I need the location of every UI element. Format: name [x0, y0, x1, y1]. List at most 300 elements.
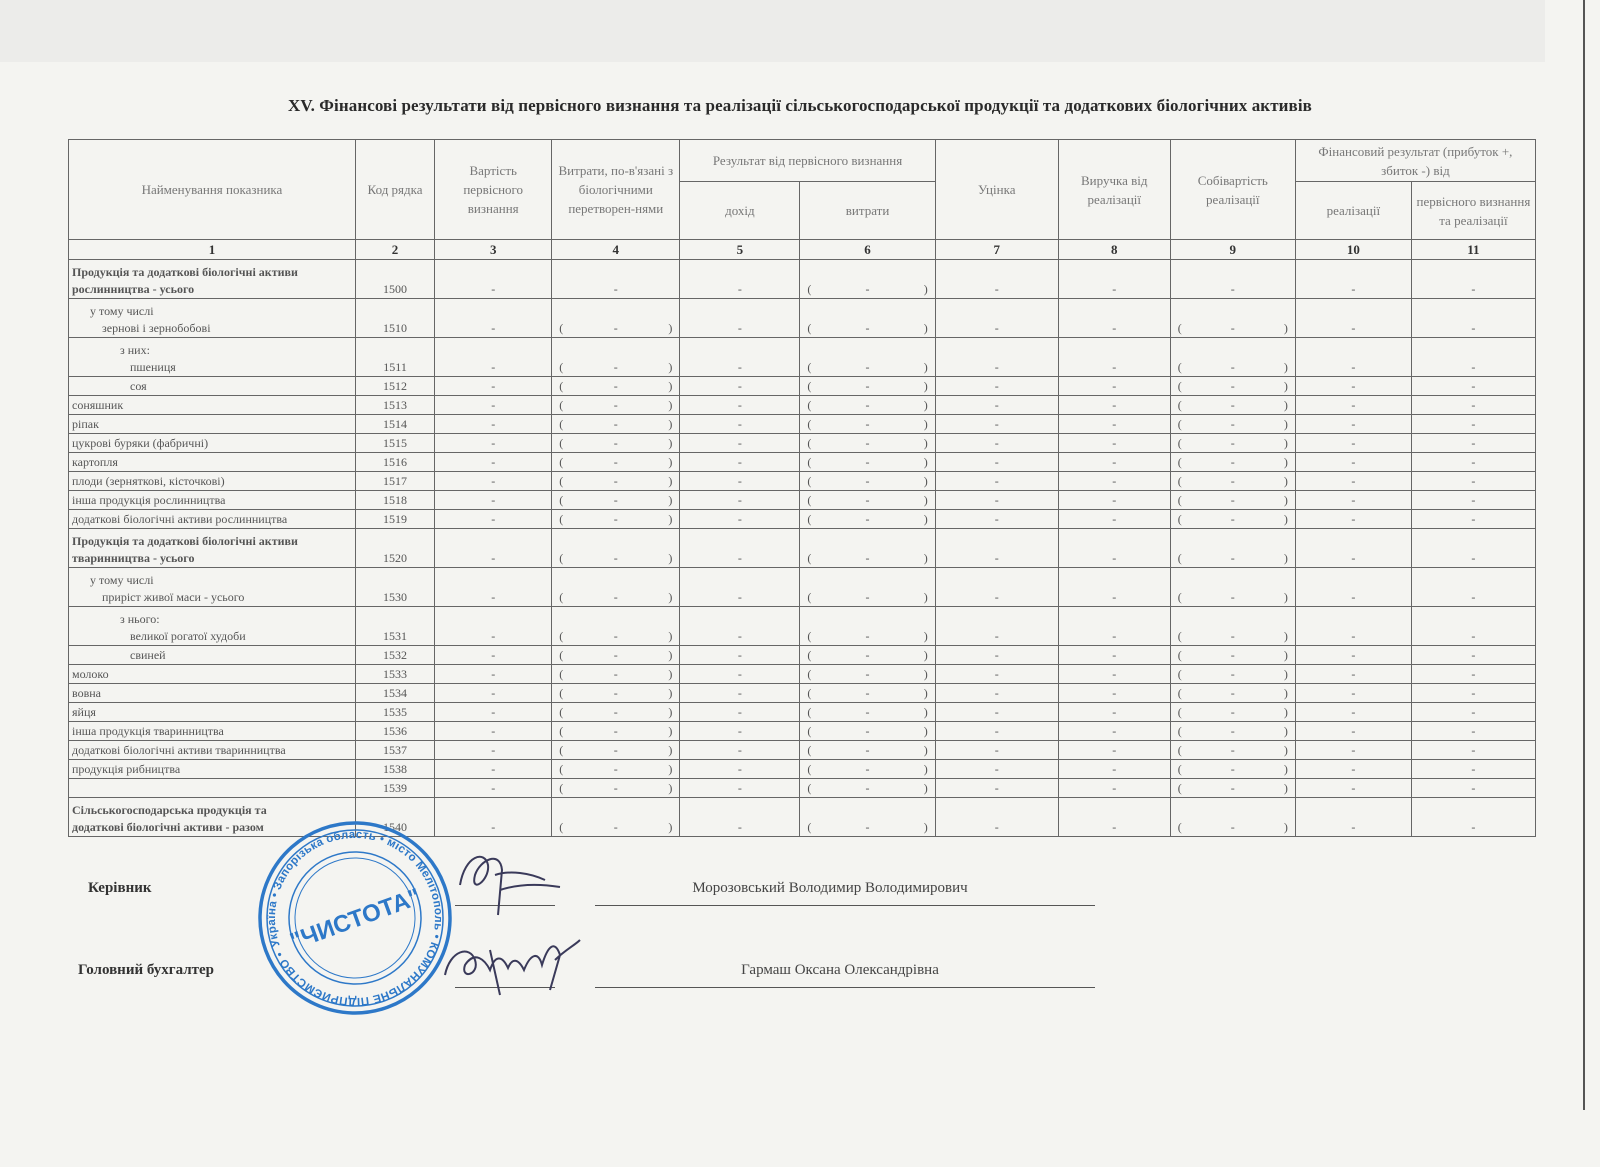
value-cell: - — [435, 434, 552, 453]
table-row — [69, 665, 1536, 684]
header-initial-cost: Вартість первісного визнання — [435, 140, 552, 240]
table-row — [69, 684, 1536, 703]
row-label-line: з нього: — [120, 612, 160, 626]
row-label-line: додаткові біологічні активи - разом — [72, 820, 264, 834]
value-dash: - — [613, 379, 618, 393]
row-label-line: яйця — [72, 705, 96, 719]
bracket: ( — [1177, 686, 1182, 700]
bracket: ( — [807, 321, 812, 335]
value-cell: - — [935, 529, 1058, 568]
bracket: ) — [668, 321, 673, 335]
stamp-ring-text: Україна • Запорізька область • місто Мелітополь • КОМУНАЛЬНЕ ПІДПРИЄМСТВО • — [265, 828, 445, 1008]
bracket: ) — [923, 379, 928, 393]
value-cell: - — [1295, 760, 1411, 779]
value-cell: - — [935, 741, 1058, 760]
value-cell: - — [1058, 434, 1170, 453]
bracketed-value-cell — [800, 684, 935, 703]
value-cell: - — [1058, 665, 1170, 684]
row-label — [69, 779, 356, 798]
bracket: ( — [1177, 781, 1182, 795]
value-cell: - — [680, 760, 800, 779]
bracket: ) — [923, 551, 928, 565]
bracket: ) — [668, 436, 673, 450]
value-dash: - — [865, 686, 870, 700]
row-label-line: молоко — [72, 667, 109, 681]
bracket: ( — [807, 724, 812, 738]
bracketed-value-cell — [800, 779, 935, 798]
value-cell: - — [680, 607, 800, 646]
bracketed-value-cell — [552, 338, 680, 377]
header-code: Код рядка — [355, 140, 434, 240]
bracketed-value-cell — [552, 779, 680, 798]
bracket: ( — [807, 551, 812, 565]
row-label-line: великої рогатої худоби — [130, 629, 246, 643]
bracketed-value-cell — [552, 798, 680, 837]
row-label-line: продукція рибництва — [72, 762, 181, 776]
value-dash: - — [865, 493, 870, 507]
bracket: ) — [668, 455, 673, 469]
table-row — [69, 453, 1536, 472]
value-dash: - — [865, 629, 870, 643]
value-cell: - — [1058, 760, 1170, 779]
row-label-line: зернові і зернобобові — [102, 321, 211, 335]
bracketed-value-cell — [800, 260, 935, 299]
bracket: ) — [923, 667, 928, 681]
value-cell: - — [1295, 568, 1411, 607]
value-dash: - — [1230, 379, 1235, 393]
value-dash: - — [865, 474, 870, 488]
value-dash: - — [865, 551, 870, 565]
value-cell: - — [935, 665, 1058, 684]
value-dash: - — [613, 321, 618, 335]
table-row — [69, 741, 1536, 760]
value-cell: - — [435, 338, 552, 377]
value-cell: - — [1411, 646, 1535, 665]
bracket: ) — [668, 724, 673, 738]
table-row — [69, 260, 1536, 299]
value-cell: - — [435, 377, 552, 396]
row-label-line: Продукція та додаткові біологічні активи — [72, 265, 298, 279]
value-cell: - — [680, 779, 800, 798]
head-name-line — [595, 905, 1095, 906]
row-label — [69, 607, 356, 646]
header-revenue: Виручка від реалізації — [1058, 140, 1170, 240]
bracket: ) — [1283, 820, 1288, 834]
bracket: ( — [807, 474, 812, 488]
bracket: ) — [1283, 762, 1288, 776]
bracket: ) — [1283, 455, 1288, 469]
value-cell: - — [1058, 798, 1170, 837]
row-label — [69, 415, 356, 434]
bracketed-value-cell — [800, 491, 935, 510]
bracket: ( — [559, 512, 564, 526]
value-cell: - — [935, 491, 1058, 510]
bracket: ( — [807, 705, 812, 719]
value-dash: - — [613, 474, 618, 488]
bracketed-value-cell — [552, 510, 680, 529]
bracket: ( — [807, 360, 812, 374]
bracket: ) — [668, 590, 673, 604]
bracket: ) — [1283, 724, 1288, 738]
bracketed-value-cell — [800, 741, 935, 760]
value-dash: - — [1230, 743, 1235, 757]
bracket: ) — [668, 629, 673, 643]
bracketed-value-cell — [800, 396, 935, 415]
bracketed-value-cell — [800, 798, 935, 837]
row-code: 1536 — [355, 722, 434, 741]
row-code: 1513 — [355, 396, 434, 415]
table-row — [69, 491, 1536, 510]
bracket: ( — [807, 743, 812, 757]
row-label — [69, 299, 356, 338]
value-dash: - — [865, 648, 870, 662]
row-label — [69, 665, 356, 684]
value-cell: - — [680, 472, 800, 491]
bracket: ( — [807, 282, 812, 296]
value-dash: - — [613, 743, 618, 757]
bracketed-value-cell — [800, 510, 935, 529]
bracket: ( — [559, 705, 564, 719]
bracket: ) — [668, 512, 673, 526]
value-cell: - — [1295, 338, 1411, 377]
table-row — [69, 529, 1536, 568]
bracket: ( — [807, 629, 812, 643]
table-row — [69, 415, 1536, 434]
row-label-line: Сільськогосподарська продукція та — [72, 803, 267, 817]
bracketed-value-cell — [1170, 510, 1295, 529]
bracket: ) — [923, 360, 928, 374]
value-cell: - — [1295, 529, 1411, 568]
value-cell: - — [1411, 377, 1535, 396]
value-cell: - — [1295, 646, 1411, 665]
bracket: ( — [1177, 360, 1182, 374]
bracket: ) — [1283, 321, 1288, 335]
value-dash: - — [613, 398, 618, 412]
value-dash: - — [1230, 455, 1235, 469]
bracket: ( — [559, 724, 564, 738]
bracket: ( — [559, 360, 564, 374]
bracketed-value-cell — [1170, 434, 1295, 453]
row-label-line: Продукція та додаткові біологічні активи — [72, 534, 298, 548]
value-cell: - — [1058, 684, 1170, 703]
value-cell: - — [935, 299, 1058, 338]
bracket: ) — [923, 493, 928, 507]
bracket: ( — [559, 762, 564, 776]
bracket: ) — [923, 762, 928, 776]
row-label — [69, 510, 356, 529]
bracketed-value-cell — [800, 722, 935, 741]
bracket: ( — [1177, 629, 1182, 643]
row-label — [69, 568, 356, 607]
value-dash: - — [613, 360, 618, 374]
value-cell: - — [1058, 722, 1170, 741]
bracket: ( — [1177, 398, 1182, 412]
value-dash: - — [1230, 629, 1235, 643]
value-dash: - — [865, 705, 870, 719]
value-dash: - — [613, 436, 618, 450]
bracketed-value-cell — [552, 760, 680, 779]
bracketed-value-cell — [800, 453, 935, 472]
bracket: ( — [1177, 743, 1182, 757]
value-dash: - — [865, 667, 870, 681]
row-code: 1517 — [355, 472, 434, 491]
value-cell: - — [1058, 415, 1170, 434]
header-financial-result: Фінансовий результат (прибуток +, збиток -) від — [1295, 140, 1535, 182]
value-cell: - — [935, 568, 1058, 607]
bracketed-value-cell — [552, 491, 680, 510]
row-label-line: приріст живої маси - усього — [102, 590, 245, 604]
row-label — [69, 377, 356, 396]
value-dash: - — [613, 455, 618, 469]
value-cell: - — [680, 338, 800, 377]
bracket: ( — [1177, 493, 1182, 507]
column-number: 10 — [1295, 240, 1411, 260]
bracket: ) — [1283, 667, 1288, 681]
value-cell: - — [935, 722, 1058, 741]
bracket: ) — [1283, 474, 1288, 488]
value-cell: - — [435, 703, 552, 722]
bracket: ) — [668, 686, 673, 700]
value-dash: - — [1230, 820, 1235, 834]
table-row — [69, 568, 1536, 607]
value-cell: - — [1058, 338, 1170, 377]
column-number: 2 — [355, 240, 434, 260]
bracket: ( — [559, 743, 564, 757]
header-sale: реалізації — [1295, 182, 1411, 240]
bracket: ) — [668, 360, 673, 374]
bracket: ( — [807, 667, 812, 681]
value-cell: - — [1295, 377, 1411, 396]
value-cell: - — [435, 779, 552, 798]
row-label-line: з них: — [120, 343, 150, 357]
value-cell: - — [1295, 260, 1411, 299]
row-label — [69, 684, 356, 703]
row-label-line: ріпак — [72, 417, 99, 431]
table-row — [69, 646, 1536, 665]
bracketed-value-cell — [552, 377, 680, 396]
value-cell: - — [1295, 665, 1411, 684]
value-cell: - — [680, 665, 800, 684]
bracket: ) — [1283, 512, 1288, 526]
value-cell: - — [435, 684, 552, 703]
bracket: ( — [1177, 436, 1182, 450]
bracketed-value-cell — [800, 665, 935, 684]
value-dash: - — [613, 762, 618, 776]
row-code: 1512 — [355, 377, 434, 396]
row-label-line: цукрові буряки (фабричні) — [72, 436, 209, 450]
row-code: 1500 — [355, 260, 434, 299]
bracketed-value-cell — [1170, 684, 1295, 703]
value-dash: - — [613, 648, 618, 662]
bracket: ) — [1283, 743, 1288, 757]
bracket: ) — [1283, 493, 1288, 507]
row-label — [69, 491, 356, 510]
value-cell: - — [1295, 779, 1411, 798]
value-dash: - — [1230, 590, 1235, 604]
bracket: ( — [559, 379, 564, 393]
value-cell: - — [1411, 415, 1535, 434]
bracket: ( — [807, 590, 812, 604]
value-cell: - — [435, 472, 552, 491]
bracketed-value-cell — [552, 453, 680, 472]
bracket: ( — [559, 455, 564, 469]
value-cell: - — [935, 798, 1058, 837]
bracket: ) — [923, 321, 928, 335]
table-row — [69, 510, 1536, 529]
value-cell: - — [435, 798, 552, 837]
value-cell: - — [435, 607, 552, 646]
value-dash: - — [1230, 417, 1235, 431]
value-cell: - — [1170, 260, 1295, 299]
bracket: ) — [1283, 360, 1288, 374]
column-number: 8 — [1058, 240, 1170, 260]
value-dash: - — [1230, 686, 1235, 700]
value-dash: - — [613, 667, 618, 681]
row-label — [69, 472, 356, 491]
bracket: ( — [559, 436, 564, 450]
bracket: ) — [1283, 648, 1288, 662]
bracketed-value-cell — [1170, 646, 1295, 665]
bracket: ) — [1283, 398, 1288, 412]
value-dash: - — [613, 512, 618, 526]
value-cell: - — [935, 684, 1058, 703]
bracket: ( — [1177, 417, 1182, 431]
head-signature — [440, 845, 570, 925]
bracketed-value-cell — [1170, 472, 1295, 491]
bracketed-value-cell — [1170, 779, 1295, 798]
value-cell: - — [1295, 798, 1411, 837]
bracket: ( — [1177, 705, 1182, 719]
value-cell: - — [1411, 434, 1535, 453]
bracketed-value-cell — [800, 529, 935, 568]
bracketed-value-cell — [800, 338, 935, 377]
row-code: 1515 — [355, 434, 434, 453]
bracket: ( — [559, 493, 564, 507]
header-name: Найменування показника — [69, 140, 356, 240]
value-dash: - — [865, 436, 870, 450]
bracket: ) — [923, 705, 928, 719]
value-cell: - — [435, 665, 552, 684]
bracket: ) — [668, 705, 673, 719]
bracketed-value-cell — [1170, 722, 1295, 741]
value-cell: - — [1295, 684, 1411, 703]
value-cell: - — [435, 491, 552, 510]
accountant-name: Гармаш Оксана Олександрівна — [741, 962, 939, 978]
row-label — [69, 260, 356, 299]
bracketed-value-cell — [800, 299, 935, 338]
value-cell: - — [935, 607, 1058, 646]
value-cell: - — [552, 260, 680, 299]
table-row — [69, 434, 1536, 453]
bracket: ( — [807, 379, 812, 393]
value-cell: - — [1411, 453, 1535, 472]
value-cell: - — [1295, 299, 1411, 338]
row-label-line: соняшник — [72, 398, 124, 412]
bracketed-value-cell — [552, 434, 680, 453]
value-cell: - — [935, 510, 1058, 529]
bracket: ) — [668, 493, 673, 507]
bracketed-value-cell — [800, 434, 935, 453]
bracketed-value-cell — [552, 396, 680, 415]
bracket: ( — [1177, 512, 1182, 526]
head-label: Керівник — [88, 880, 152, 896]
row-label-line: інша продукція рослинництва — [72, 493, 226, 507]
value-cell: - — [680, 568, 800, 607]
value-cell: - — [435, 510, 552, 529]
value-cell: - — [680, 722, 800, 741]
bracket: ) — [1283, 590, 1288, 604]
value-cell: - — [680, 377, 800, 396]
value-dash: - — [613, 417, 618, 431]
value-cell: - — [435, 722, 552, 741]
value-dash: - — [865, 321, 870, 335]
value-cell: - — [1058, 377, 1170, 396]
bracketed-value-cell — [800, 703, 935, 722]
value-cell: - — [1295, 434, 1411, 453]
header-markdown: Уцінка — [935, 140, 1058, 240]
row-label-line: соя — [130, 379, 147, 393]
bracket: ) — [668, 762, 673, 776]
value-dash: - — [1230, 493, 1235, 507]
value-cell: - — [435, 299, 552, 338]
bracketed-value-cell — [1170, 377, 1295, 396]
bracketed-value-cell — [552, 741, 680, 760]
bracket: ( — [1177, 551, 1182, 565]
bracket: ) — [1283, 781, 1288, 795]
bracket: ( — [1177, 474, 1182, 488]
row-label-line: інша продукція тваринництва — [72, 724, 224, 738]
head-name: Морозовський Володимир Володимирович — [692, 880, 968, 896]
value-dash: - — [613, 686, 618, 700]
bracket: ( — [559, 667, 564, 681]
bracket: ) — [1283, 417, 1288, 431]
bracketed-value-cell — [800, 760, 935, 779]
page-edge-line — [1583, 0, 1585, 1110]
bracketed-value-cell — [800, 415, 935, 434]
bracket: ) — [923, 781, 928, 795]
bracket: ( — [559, 781, 564, 795]
table-row — [69, 779, 1536, 798]
row-label — [69, 453, 356, 472]
value-cell: - — [1411, 665, 1535, 684]
value-dash: - — [1230, 551, 1235, 565]
value-cell: - — [680, 798, 800, 837]
row-label — [69, 396, 356, 415]
bracket: ) — [1283, 436, 1288, 450]
scan-shadow — [0, 0, 1545, 62]
bracket: ) — [923, 686, 928, 700]
row-label — [69, 529, 356, 568]
value-cell: - — [435, 568, 552, 607]
bracket: ) — [1283, 705, 1288, 719]
bracketed-value-cell — [1170, 760, 1295, 779]
row-code: 1538 — [355, 760, 434, 779]
bracket: ( — [807, 820, 812, 834]
bracket: ) — [668, 398, 673, 412]
value-cell: - — [935, 415, 1058, 434]
value-cell: - — [680, 684, 800, 703]
value-dash: - — [1230, 648, 1235, 662]
row-code: 1533 — [355, 665, 434, 684]
value-dash: - — [613, 493, 618, 507]
value-cell: - — [1295, 491, 1411, 510]
value-cell: - — [1295, 741, 1411, 760]
value-cell: - — [680, 491, 800, 510]
table-row — [69, 722, 1536, 741]
table-row — [69, 377, 1536, 396]
bracket: ( — [559, 551, 564, 565]
bracket: ) — [923, 743, 928, 757]
